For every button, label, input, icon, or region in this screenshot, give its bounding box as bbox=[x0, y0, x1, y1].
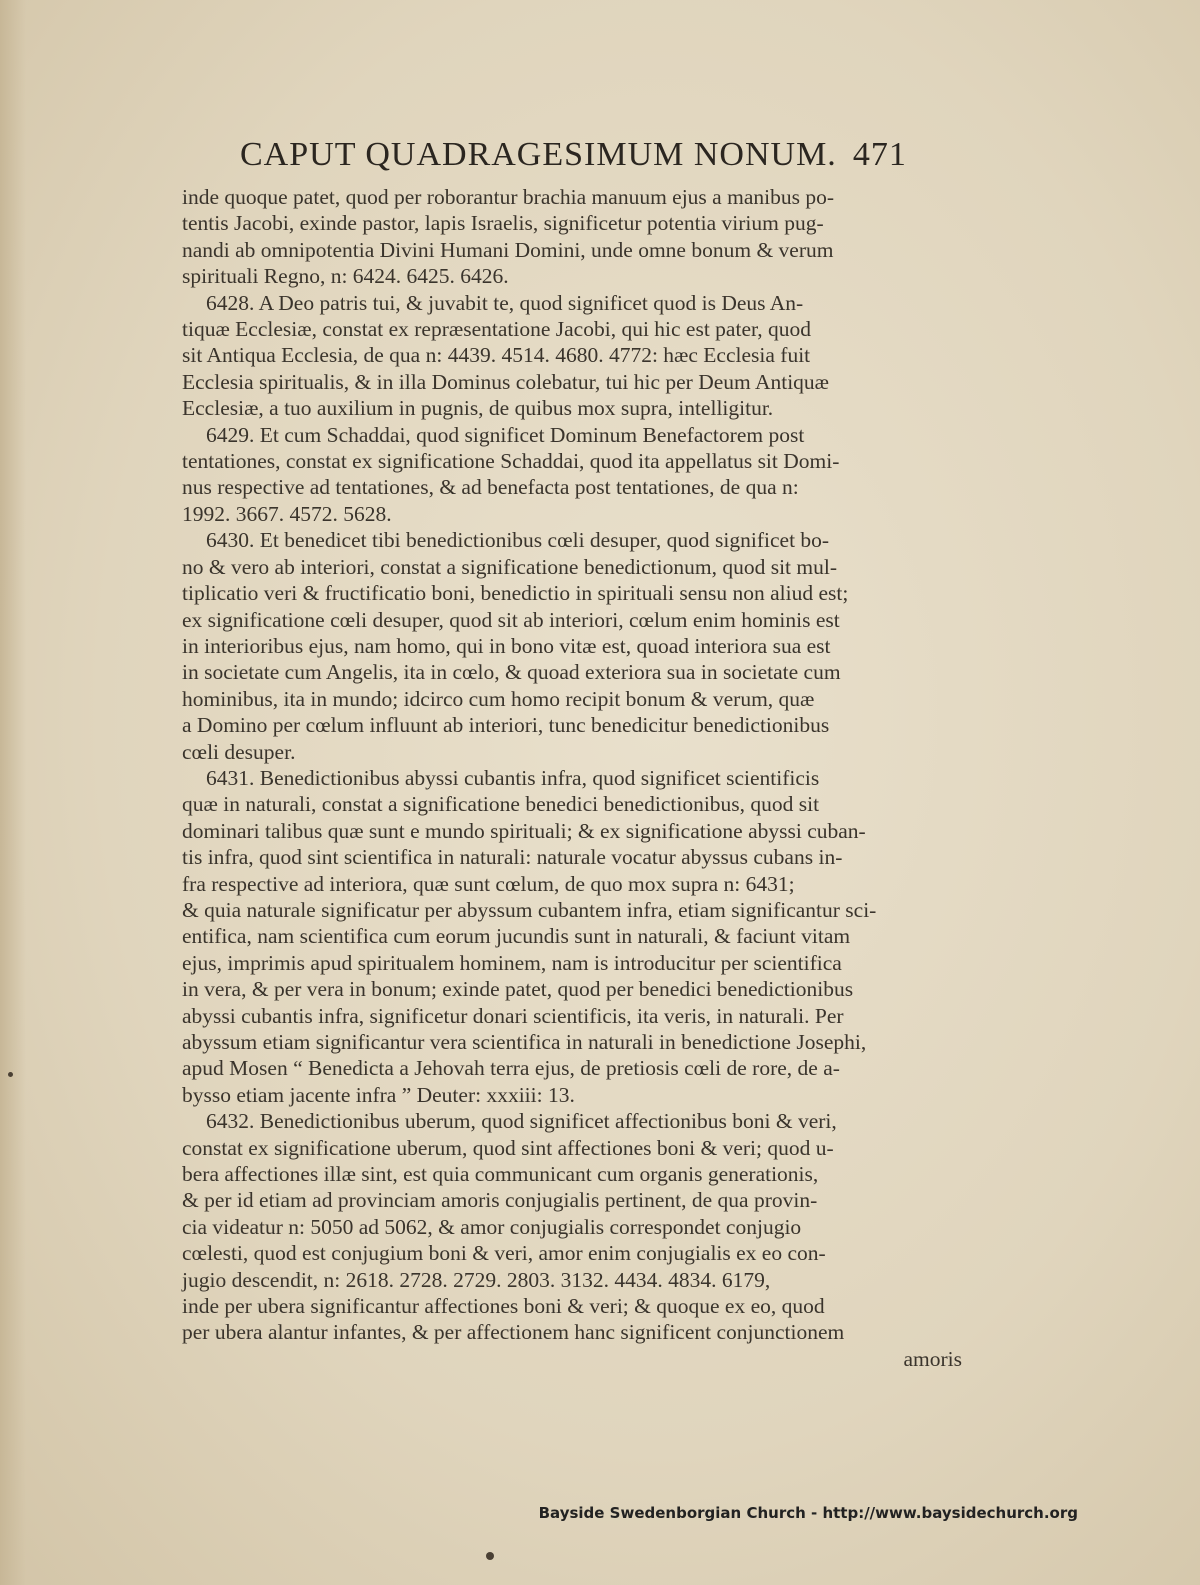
text-line: quæ in naturali, constat a significatione benedici benedictionibus, quod sit bbox=[182, 792, 820, 817]
text-line: entifica, nam scientifica cum eorum jucundis sunt in naturali, & faciunt vitam bbox=[182, 924, 851, 949]
text-line: spirituali Regno, n: 6424. 6425. 6426. bbox=[182, 264, 509, 289]
text-line: per ubera alantur infantes, & per affectionem hanc significent conjunctionem bbox=[182, 1320, 845, 1345]
watermark-footer: Bayside Swedenborgian Church - http://www.baysidechurch.org bbox=[538, 1504, 1078, 1522]
text-line: bysso etiam jacente infra ” Deuter: xxxiii: 13. bbox=[182, 1082, 575, 1107]
paragraph-6431-start: 6431. Benedictionibus abyssi cubantis infra, quod significet scientificis bbox=[206, 765, 820, 790]
text-line: nandi ab omnipotentia Divini Humani Domini, unde omne bonum & verum bbox=[182, 237, 834, 262]
text-line: dominari talibus quæ sunt e mundo spirituali; & ex significatione abyssi cuban- bbox=[182, 818, 866, 843]
text-line: sit Antiqua Ecclesia, de qua n: 4439. 4514. 4680. 4772: hæc Ecclesia fuit bbox=[182, 343, 811, 368]
ink-spot bbox=[8, 1072, 13, 1077]
text-line: & quia naturale significatur per abyssum cubantem infra, etiam significantur sci- bbox=[182, 897, 877, 922]
text-line: cœli desuper. bbox=[182, 739, 296, 764]
catchword: amoris bbox=[903, 1346, 962, 1371]
text-line: tentis Jacobi, exinde pastor, lapis Israelis, significetur potentia virium pug- bbox=[182, 211, 824, 236]
text-line: constat ex significatione uberum, quod sint affectiones boni & veri; quod u- bbox=[182, 1135, 834, 1160]
text-line: no & vero ab interiori, constat a significatione benedictionum, quod sit mul- bbox=[182, 554, 838, 579]
text-line: hominibus, ita in mundo; idcirco cum homo recipit bonum & verum, quæ bbox=[182, 686, 815, 711]
text-line: a Domino per cœlum influunt ab interiori, tunc benedicitur benedictionibus bbox=[182, 713, 830, 738]
text-line: in societate cum Angelis, ita in cœlo, & quoad exteriora sua in societate cum bbox=[182, 660, 841, 685]
text-line: ex significatione cœli desuper, quod sit ab interiori, cœlum enim hominis est bbox=[182, 607, 840, 632]
text-line: cia videatur n: 5050 ad 5062, & amor conjugialis correspondet conjugio bbox=[182, 1214, 802, 1239]
text-line: tis infra, quod sint scientifica in naturali: naturale vocatur abyssus cubans in- bbox=[182, 845, 843, 870]
running-header bbox=[240, 136, 980, 174]
paragraph-6428-start: 6428. A Deo patris tui, & juvabit te, quod significet quod is Deus An- bbox=[206, 290, 804, 315]
paragraph-6430-start: 6430. Et benedicet tibi benedictionibus cœli desuper, quod significet bo- bbox=[206, 528, 830, 553]
text-line: nus respective ad tentationes, & ad benefacta post tentationes, de qua n: bbox=[182, 475, 799, 500]
text-line: jugio descendit, n: 2618. 2728. 2729. 2803. 3132. 4434. 4834. 6179, bbox=[182, 1267, 771, 1292]
paragraph-6429-start: 6429. Et cum Schaddai, quod significet Dominum Benefactorem post bbox=[206, 422, 805, 447]
text-line: fra respective ad interiora, quæ sunt cœlum, de quo mox supra n: 6431; bbox=[182, 871, 795, 896]
text-body bbox=[182, 184, 962, 1372]
ink-spot bbox=[486, 1552, 494, 1560]
text-line: inde per ubera significantur affectiones boni & veri; & quoque ex eo, quod bbox=[182, 1294, 825, 1319]
paragraph-6432-start: 6432. Benedictionibus uberum, quod significet affectionibus boni & veri, bbox=[206, 1109, 837, 1134]
text-line: apud Mosen “ Benedicta a Jehovah terra ejus, de pretiosis cœli de rore, de a- bbox=[182, 1056, 840, 1081]
text-line: cœlesti, quod est conjugium boni & veri, amor enim conjugialis ex eo con- bbox=[182, 1241, 826, 1266]
text-line: in interioribus ejus, nam homo, qui in bono vitæ est, quoad interiora sua est bbox=[182, 633, 831, 658]
text-line: Ecclesia spiritualis, & in illa Dominus colebatur, tui hic per Deum Antiquæ bbox=[182, 369, 830, 394]
text-line: & per id etiam ad provinciam amoris conjugialis pertinent, de qua provin- bbox=[182, 1188, 818, 1213]
page-number: 471 bbox=[852, 136, 907, 173]
text-line: ejus, imprimis apud spiritualem hominem, nam is introducitur per scientifica bbox=[182, 950, 842, 975]
text-line: tiplicatio veri & fructificatio boni, benedictio in spirituali sensu non aliud est; bbox=[182, 581, 849, 606]
text-line: tentationes, constat ex significatione Schaddai, quod ita appellatus sit Domi- bbox=[182, 449, 840, 474]
page-spine-shadow bbox=[0, 0, 26, 1585]
text-line: tiquæ Ecclesiæ, constat ex repræsentatione Jacobi, qui hic est pater, quod bbox=[182, 317, 812, 342]
text-line: 1992. 3667. 4572. 5628. bbox=[182, 501, 392, 526]
text-line: in vera, & per vera in bonum; exinde patet, quod per benedici benedictionibus bbox=[182, 977, 854, 1002]
text-line: bera affectiones illæ sint, est quia communicant cum organis generationis, bbox=[182, 1162, 819, 1187]
text-line: abyssum etiam significantur vera scientifica in naturali in benedictione Josephi, bbox=[182, 1030, 867, 1054]
text-line: Ecclesiæ, a tuo auxilium in pugnis, de quibus mox supra, intelligitur. bbox=[182, 396, 774, 421]
chapter-title: CAPUT QUADRAGESIMUM NONUM. bbox=[240, 136, 837, 173]
text-line: inde quoque patet, quod per roborantur brachia manuum ejus a manibus po- bbox=[182, 185, 834, 209]
text-line: abyssi cubantis infra, significetur donari scientificis, ita veris, in naturali. Per bbox=[182, 1003, 844, 1028]
